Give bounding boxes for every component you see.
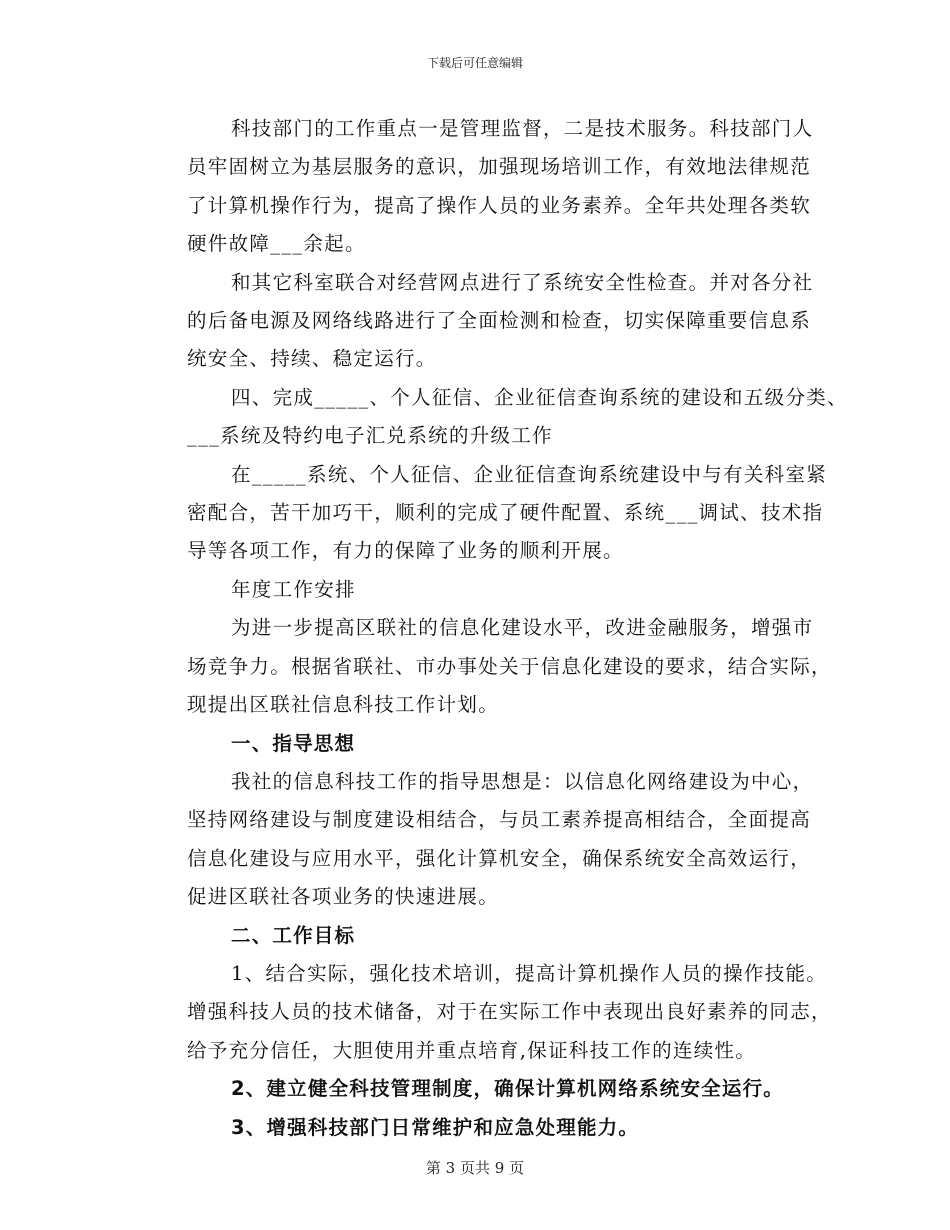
document-body: [143, 110, 848, 1147]
paragraph-plan-intro: [143, 609, 832, 724]
paragraph-goal-two: [143, 1070, 823, 1108]
paragraph-system-construction: [143, 456, 828, 571]
text-line: 增强科技人员的技术储备，对于在实际工作中表现出良好素养的同志，: [187, 1000, 832, 1024]
text-line: 场竞争力。根据省联社、市办事处关于信息化建设的要求，结合实际，: [187, 654, 832, 678]
text-line: 促进区联社各项业务的快速进展。: [187, 885, 500, 909]
text-line: 密配合，苦干加巧干，顺利的完成了硬件配置、系统___调试、技术指: [187, 501, 824, 525]
paragraph-section-four: [143, 379, 848, 456]
text-line: ___系统及特约电子汇兑系统的升级工作: [187, 424, 553, 448]
text-line: 在_____系统、个人征信、企业征信查询系统建设中与有关科室紧: [231, 462, 828, 486]
text-line: 四、完成_____、个人征信、企业征信查询系统的建设和五级分类、: [231, 385, 848, 409]
text-line: 给予充分信任，大胆使用并重点培育,保证科技工作的连续性。: [187, 1038, 757, 1062]
section-heading-guiding-ideology: [143, 725, 823, 763]
paragraph-security-check: [143, 264, 823, 379]
text-line: 坚持网络建设与制度建设相结合，与员工素养提高相结合，全面提高: [187, 808, 812, 832]
text-line: 3、增强科技部门日常维护和应急处理能力。: [231, 1115, 640, 1139]
text-line: 员牢固树立为基层服务的意识，加强现场培训工作，有效地法律规范: [187, 155, 812, 179]
text-line: 为进一步提高区联社的信息化建设水平，改进金融服务，增强市: [231, 616, 814, 640]
text-line: 年度工作安排: [231, 577, 356, 601]
text-line: 我社的信息科技工作的指导思想是：以信息化网络建设为中心，: [231, 769, 814, 793]
page-footer: 第 3 页共 9 页: [425, 1159, 525, 1177]
paragraph-goal-one: [143, 955, 832, 1070]
text-line: 统安全、持续、稳定运行。: [187, 347, 437, 371]
text-line: 硬件故障___余起。: [187, 232, 366, 256]
heading-text: 二、工作目标: [231, 923, 356, 947]
text-line: 了计算机操作行为，提高了操作人员的业务素养。全年共处理各类软: [187, 193, 812, 217]
text-line: 导等各项工作，有力的保障了业务的顺利开展。: [187, 539, 624, 563]
paragraph-guiding-ideology: [143, 763, 823, 917]
text-line: 的后备电源及网络线路进行了全面检测和检查，切实保障重要信息系: [187, 309, 812, 333]
section-heading-work-goals: [143, 917, 823, 955]
paragraph-annual-plan-title: [143, 571, 823, 609]
text-line: 和其它科室联合对经营网点进行了系统安全性检查。并对各分社: [231, 270, 814, 294]
text-line: 现提出区联社信息科技工作计划。: [187, 693, 500, 717]
text-line: 1、结合实际，强化技术培训，提高计算机操作人员的操作技能。: [231, 961, 828, 985]
text-line: 科技部门的工作重点一是管理监督，二是技术服务。科技部门人: [231, 117, 814, 140]
text-line: 2、建立健全科技管理制度，确保计算机网络系统安全运行。: [231, 1077, 784, 1101]
paragraph-tech-dept-focus: [143, 110, 823, 264]
page-header: 下载后可任意编辑: [426, 56, 523, 70]
paragraph-goal-three: [143, 1109, 823, 1147]
text-line: 信息化建设与应用水平，强化计算机安全，确保系统安全高效运行，: [187, 846, 812, 870]
heading-text: 一、指导思想: [231, 731, 356, 755]
